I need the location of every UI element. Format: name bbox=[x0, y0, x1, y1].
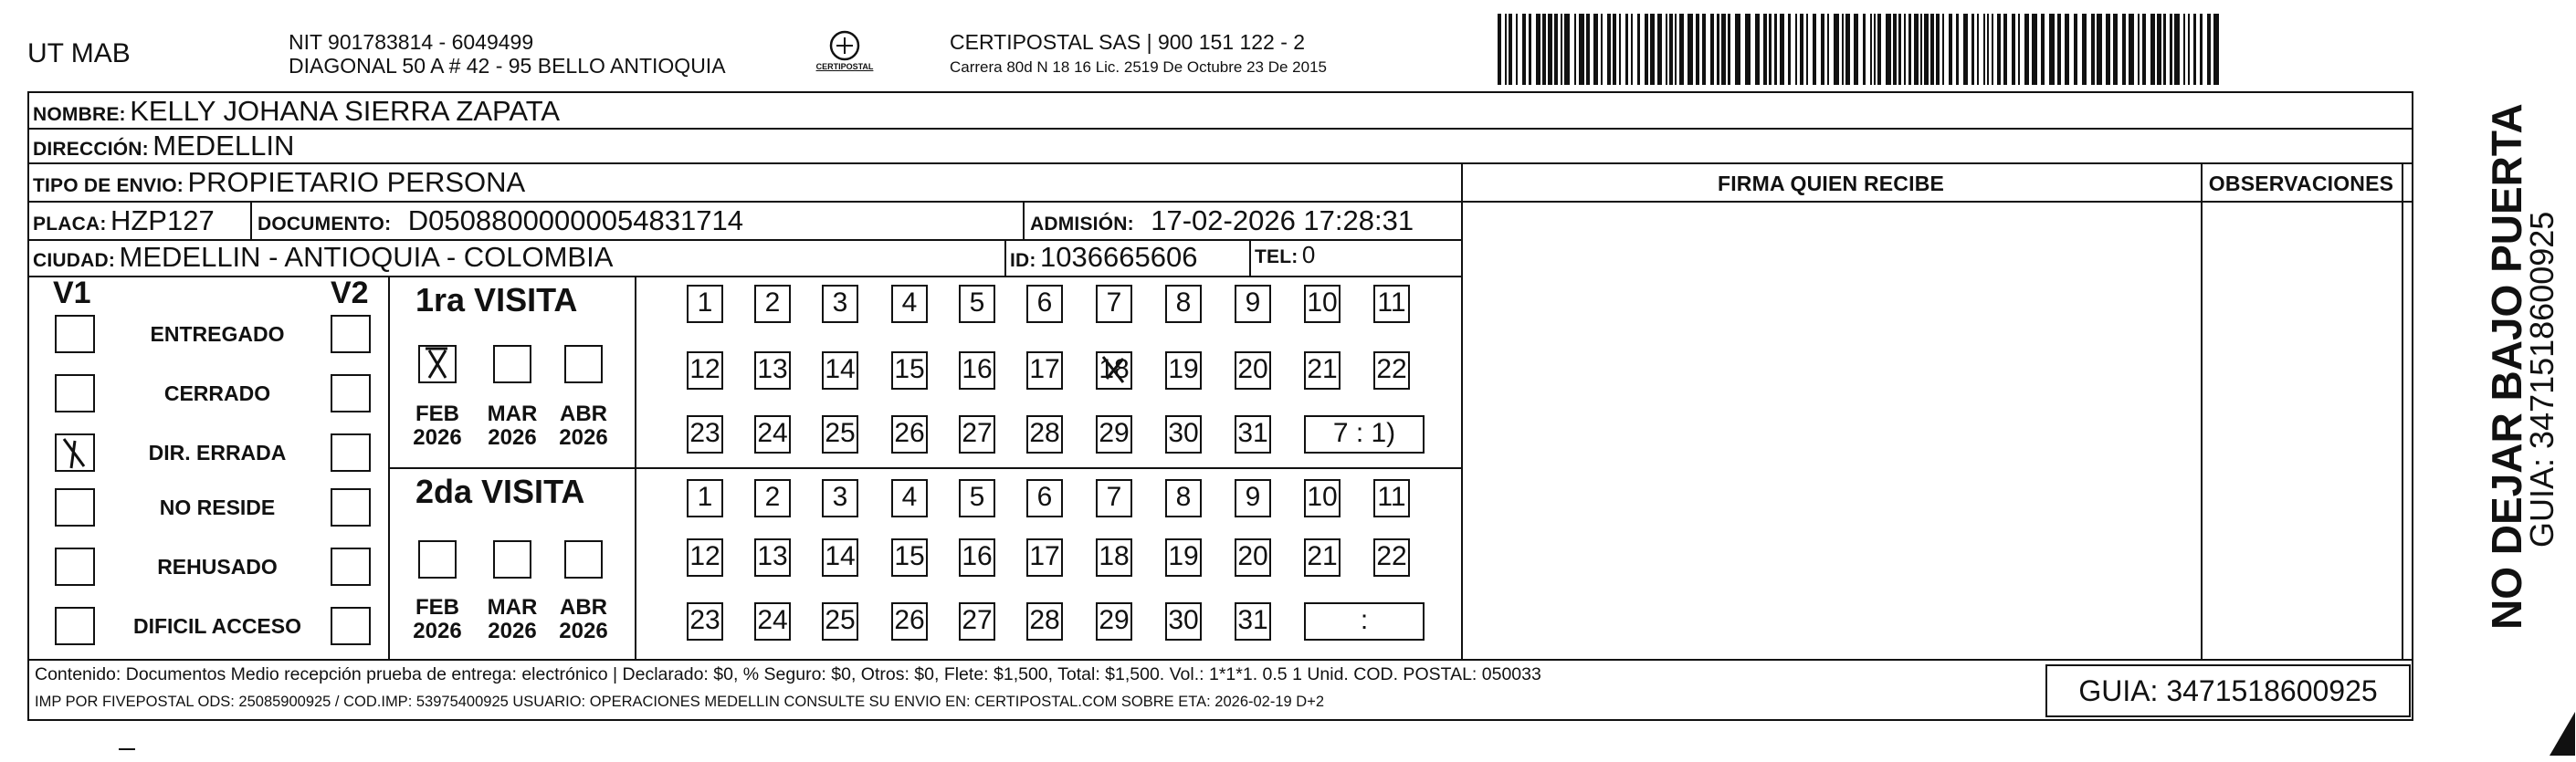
barcode-bar bbox=[2150, 14, 2155, 85]
corner-fold bbox=[2548, 712, 2575, 757]
day-box[interactable]: 29 bbox=[1096, 602, 1132, 641]
day-box[interactable]: 9 bbox=[1235, 479, 1271, 517]
barcode-bar bbox=[1863, 14, 1866, 85]
day-box[interactable]: 7 bbox=[1096, 285, 1132, 323]
ciudad-label: CIUDAD: bbox=[33, 250, 116, 271]
footer-line1: Contenido: Documentos Medio recepción prueba de entrega: electrónico | Declarado: $0, % Seguro: $0, Otros: $0, Flete: $1,500, Total: $1,500. Vol.: 1*1*1. 0.5 1 Unid. COD. POSTAL: 050033 bbox=[35, 664, 1541, 684]
id-label: ID: bbox=[1010, 250, 1036, 271]
direccion-value: MEDELLIN bbox=[152, 130, 295, 162]
day-box[interactable]: 31 bbox=[1235, 602, 1271, 641]
barcode-bar bbox=[1669, 14, 1673, 85]
ciudad-field bbox=[33, 241, 613, 274]
day-mark bbox=[1096, 351, 1132, 390]
barcode-bar bbox=[1574, 14, 1576, 85]
barcode-bar bbox=[1679, 14, 1684, 85]
barcode-bar bbox=[1914, 14, 1919, 85]
day-box[interactable]: 15 bbox=[891, 538, 928, 577]
barcode-bar bbox=[2049, 14, 2055, 85]
barcode-bar bbox=[1536, 14, 1540, 85]
barcode-bar bbox=[2138, 14, 2140, 85]
barcode-bar bbox=[1763, 14, 1767, 85]
v1-checkbox[interactable] bbox=[55, 488, 95, 527]
barcode-bar bbox=[2074, 14, 2077, 85]
day-box[interactable]: 1 bbox=[687, 285, 723, 323]
barcode-bar bbox=[2174, 14, 2180, 85]
month-checkbox[interactable] bbox=[418, 540, 457, 579]
v1-checkbox[interactable] bbox=[55, 374, 95, 412]
time-box[interactable]: : bbox=[1304, 602, 1425, 641]
barcode-bar bbox=[1505, 14, 1507, 85]
barcode-bar bbox=[1904, 14, 1906, 85]
barcode-bar bbox=[1625, 14, 1628, 85]
day-box[interactable]: 4 bbox=[891, 285, 928, 323]
barcode-bar bbox=[2012, 14, 2015, 85]
barcode-bar bbox=[1745, 14, 1751, 85]
barcode-bar bbox=[2057, 14, 2061, 85]
day-box[interactable]: 1 bbox=[687, 479, 723, 517]
company-name: UT MAB bbox=[27, 38, 131, 68]
barcode-bar bbox=[2157, 14, 2161, 85]
month-checkbox[interactable] bbox=[564, 345, 603, 383]
barcode-bar bbox=[1956, 14, 1959, 85]
day-box[interactable]: 25 bbox=[822, 602, 858, 641]
barcode-bar bbox=[2097, 14, 2102, 85]
barcode-bar bbox=[1834, 14, 1839, 85]
barcode-bar bbox=[1942, 14, 1944, 85]
barcode-bar bbox=[2065, 14, 2069, 85]
carrier-license: Carrera 80d N 18 16 Lic. 2519 De Octubre 23 De 2015 bbox=[950, 58, 1327, 76]
day-box[interactable]: 24 bbox=[754, 602, 791, 641]
barcode-bar bbox=[1579, 14, 1584, 85]
barcode-bar bbox=[1788, 14, 1791, 85]
footer-line2: IMP POR FIVEPOSTAL ODS: 25085900925 / COD.IMP: 53975400925 USUARIO: OPERACIONES MEDELLIN CONSULTE SU ENVIO EN: CERTIPOSTAL.COM SOBRE ETA: 2026-02-19 D+2 bbox=[35, 694, 1325, 710]
v1-checkbox[interactable] bbox=[55, 433, 95, 472]
barcode-bar bbox=[1769, 14, 1772, 85]
status-label: REHUSADO bbox=[157, 555, 278, 579]
day-box[interactable]: 28 bbox=[1026, 602, 1063, 641]
barcode-bar bbox=[1949, 14, 1952, 85]
barcode-bar bbox=[1997, 14, 2001, 85]
v2-checkbox[interactable] bbox=[331, 607, 371, 645]
status-label: DIFICIL ACCESO bbox=[132, 614, 301, 638]
day-box[interactable]: 15 bbox=[891, 351, 928, 390]
status-label: NO RESIDE bbox=[159, 496, 276, 519]
barcode-bar bbox=[1827, 14, 1829, 85]
month-year: 2026 bbox=[488, 425, 537, 450]
barcode-bar bbox=[1657, 14, 1662, 85]
day-box[interactable]: 3 bbox=[822, 479, 858, 517]
placa-field bbox=[33, 204, 215, 237]
barcode-bar bbox=[2183, 14, 2185, 85]
barcode-bar bbox=[2018, 14, 2020, 85]
barcode-bar bbox=[1800, 14, 1803, 85]
v1-checkbox[interactable] bbox=[55, 315, 95, 353]
status-label: CERRADO bbox=[163, 381, 271, 405]
barcode-bar bbox=[1874, 14, 1876, 85]
barcode-bar bbox=[1845, 14, 1850, 85]
barcode-bar bbox=[2032, 14, 2037, 85]
tel-label: TEL: bbox=[1255, 246, 1299, 267]
barcode-bar bbox=[1774, 14, 1777, 85]
status-label: ENTREGADO bbox=[150, 322, 285, 346]
nombre-label: NOMBRE: bbox=[33, 104, 126, 125]
barcode-bar bbox=[1702, 14, 1706, 85]
barcode-bar bbox=[1601, 14, 1603, 85]
barcode-bar bbox=[2163, 14, 2166, 85]
v1-checkbox[interactable] bbox=[55, 607, 95, 645]
side-panel bbox=[2413, 91, 2560, 639]
month-year: 2026 bbox=[559, 619, 608, 643]
barcode-bar bbox=[2129, 14, 2134, 85]
day-box[interactable]: 2 bbox=[754, 479, 791, 517]
direccion-label: DIRECCIÓN: bbox=[33, 139, 149, 160]
barcode-bar bbox=[2091, 14, 2095, 85]
day-box[interactable]: 13 bbox=[754, 351, 791, 390]
barcode-bar bbox=[1936, 14, 1940, 85]
day-box[interactable]: 2 bbox=[754, 285, 791, 323]
barcode-bar bbox=[1728, 14, 1730, 85]
carrier-name: CERTIPOSTAL SAS | 900 151 122 - 2 bbox=[950, 30, 1306, 54]
day-box[interactable]: 21 bbox=[1304, 351, 1341, 390]
barcode-bar bbox=[2003, 14, 2007, 85]
barcode-bar bbox=[1631, 14, 1633, 85]
v1-label: V1 bbox=[53, 276, 91, 310]
barcode-bar bbox=[1675, 14, 1677, 85]
admision-field bbox=[1030, 204, 1414, 237]
day-box[interactable]: 14 bbox=[822, 351, 858, 390]
barcode-bar bbox=[1498, 14, 1501, 85]
day-box[interactable]: 7 bbox=[1096, 479, 1132, 517]
barcode-bar bbox=[1735, 14, 1740, 85]
admision-value: 17-02-2026 17:28:31 bbox=[1151, 204, 1414, 236]
day-box[interactable]: 30 bbox=[1165, 602, 1202, 641]
day-box[interactable]: 5 bbox=[959, 479, 995, 517]
barcode-bar bbox=[1509, 14, 1512, 85]
barcode-bar bbox=[1755, 14, 1760, 85]
barcode-bar bbox=[2082, 14, 2087, 85]
documento-label: DOCUMENTO: bbox=[258, 214, 392, 235]
day-box[interactable]: 27 bbox=[959, 415, 995, 454]
barcode-bar bbox=[1821, 14, 1824, 85]
day-box[interactable]: 12 bbox=[687, 351, 723, 390]
barcode-bar bbox=[1717, 14, 1719, 85]
month-year: 2026 bbox=[413, 425, 462, 450]
day-box[interactable]: 16 bbox=[959, 538, 995, 577]
barcode-bar bbox=[2200, 14, 2203, 85]
day-box[interactable]: 22 bbox=[1373, 538, 1410, 577]
barcode-bar bbox=[1564, 14, 1570, 85]
barcode-bar bbox=[2170, 14, 2172, 85]
firma-header: FIRMA QUIEN RECIBE bbox=[1717, 172, 1945, 195]
barcode-bar bbox=[2122, 14, 2126, 85]
barcode-bar bbox=[1795, 14, 1797, 85]
barcode-bar bbox=[1522, 14, 1526, 85]
time-box[interactable]: 7 : 1) bbox=[1304, 415, 1425, 454]
month-checkbox[interactable] bbox=[493, 540, 531, 579]
barcode-bar bbox=[1650, 14, 1655, 85]
documento-field bbox=[258, 204, 743, 237]
id-field bbox=[1010, 241, 1197, 274]
month-checkbox[interactable] bbox=[418, 345, 457, 383]
day-box[interactable]: 3 bbox=[822, 285, 858, 323]
v2-checkbox[interactable] bbox=[331, 374, 371, 412]
barcode-bar bbox=[1516, 14, 1518, 85]
month-checkbox[interactable] bbox=[564, 540, 603, 579]
barcode-bar bbox=[1886, 14, 1891, 85]
logo-text: CERTIPOSTAL bbox=[815, 62, 874, 71]
direccion-row bbox=[33, 130, 294, 162]
barcode-bar bbox=[2193, 14, 2196, 85]
side-guia: GUIA: 3471518600925 bbox=[2523, 211, 2560, 548]
barcode-bar bbox=[1870, 14, 1872, 85]
status-label: DIR. ERRADA bbox=[148, 441, 287, 465]
barcode-bar bbox=[1930, 14, 1934, 85]
barcode-bar bbox=[1806, 14, 1808, 85]
barcode bbox=[1498, 14, 2228, 87]
barcode-bar bbox=[2142, 14, 2146, 85]
barcode-bar bbox=[1963, 14, 1968, 85]
barcode-bar bbox=[1586, 14, 1590, 85]
barcode-bar bbox=[2207, 14, 2211, 85]
barcode-bar bbox=[1710, 14, 1714, 85]
footer-guia: GUIA: 3471518600925 bbox=[2045, 664, 2411, 717]
v2-checkbox[interactable] bbox=[331, 488, 371, 527]
day-box[interactable]: 29 bbox=[1096, 415, 1132, 454]
tipo-label: TIPO DE ENVIO: bbox=[33, 175, 184, 196]
month-label: ABR bbox=[560, 595, 607, 620]
barcode-bar bbox=[1854, 14, 1858, 85]
barcode-bar bbox=[1696, 14, 1699, 85]
day-box[interactable]: 6 bbox=[1026, 285, 1063, 323]
day-box[interactable]: 21 bbox=[1304, 538, 1341, 577]
barcode-bar bbox=[1893, 14, 1897, 85]
barcode-bar bbox=[1613, 14, 1616, 85]
visit-title: 2da VISITA bbox=[415, 473, 585, 510]
visit-title: 1ra VISITA bbox=[415, 281, 578, 318]
day-box[interactable]: 10 bbox=[1304, 479, 1341, 517]
day-box[interactable]: 12 bbox=[687, 538, 723, 577]
tipo-row bbox=[33, 166, 525, 199]
day-box[interactable]: 26 bbox=[891, 415, 928, 454]
observaciones-header: OBSERVACIONES bbox=[2208, 172, 2394, 195]
barcode-bar bbox=[1721, 14, 1726, 85]
nombre-row bbox=[33, 95, 560, 128]
month-label: MAR bbox=[487, 402, 538, 426]
day-box[interactable]: 4 bbox=[891, 479, 928, 517]
stray-mark bbox=[119, 748, 135, 750]
day-box[interactable]: 5 bbox=[959, 285, 995, 323]
company-address: DIAGONAL 50 A # 42 - 95 BELLO ANTIOQUIA bbox=[289, 54, 726, 78]
day-box[interactable]: 18 bbox=[1096, 351, 1132, 390]
documento-value: D05088000000054831714 bbox=[407, 204, 743, 236]
barcode-bar bbox=[1645, 14, 1648, 85]
barcode-bar bbox=[2113, 14, 2118, 85]
barcode-bar bbox=[1898, 14, 1901, 85]
day-box[interactable]: 20 bbox=[1235, 351, 1271, 390]
side-title: NO DEJAR BAJO PUERTA bbox=[2483, 103, 2530, 630]
carrier-logo bbox=[813, 27, 877, 78]
day-box[interactable]: 28 bbox=[1026, 415, 1063, 454]
day-box[interactable]: 9 bbox=[1235, 285, 1271, 323]
barcode-bar bbox=[1688, 14, 1693, 85]
id-value: 1036665606 bbox=[1040, 241, 1198, 273]
day-box[interactable]: 16 bbox=[959, 351, 995, 390]
barcode-bar bbox=[2213, 14, 2219, 85]
day-box[interactable]: 25 bbox=[822, 415, 858, 454]
day-box[interactable]: 13 bbox=[754, 538, 791, 577]
barcode-bar bbox=[2106, 14, 2110, 85]
tipo-value: PROPIETARIO PERSONA bbox=[187, 166, 526, 198]
barcode-bar bbox=[2041, 14, 2045, 85]
day-box[interactable]: 27 bbox=[959, 602, 995, 641]
day-box[interactable]: 20 bbox=[1235, 538, 1271, 577]
day-box[interactable]: 11 bbox=[1373, 479, 1410, 517]
barcode-bar bbox=[2024, 14, 2029, 85]
day-box[interactable]: 8 bbox=[1165, 285, 1202, 323]
barcode-bar bbox=[1637, 14, 1640, 85]
month-year: 2026 bbox=[559, 425, 608, 450]
month-label: MAR bbox=[487, 595, 538, 620]
barcode-bar bbox=[1842, 14, 1844, 85]
barcode-bar bbox=[1593, 14, 1598, 85]
barcode-bar bbox=[1971, 14, 1974, 85]
barcode-bar bbox=[2188, 14, 2190, 85]
month-label: FEB bbox=[415, 402, 459, 426]
barcode-bar bbox=[1920, 14, 1922, 85]
day-box[interactable]: 10 bbox=[1304, 285, 1341, 323]
barcode-bar bbox=[1554, 14, 1558, 85]
placa-value: HZP127 bbox=[110, 204, 215, 236]
barcode-bar bbox=[1619, 14, 1621, 85]
month-label: ABR bbox=[560, 402, 607, 426]
barcode-bar bbox=[1992, 14, 1993, 85]
v1-checkbox[interactable] bbox=[55, 548, 95, 586]
barcode-bar bbox=[1908, 14, 1911, 85]
day-box[interactable]: 24 bbox=[754, 415, 791, 454]
day-box[interactable]: 17 bbox=[1026, 538, 1063, 577]
barcode-bar bbox=[1983, 14, 1985, 85]
tel-field bbox=[1255, 241, 1315, 269]
day-box[interactable]: 23 bbox=[687, 602, 723, 641]
day-box[interactable]: 6 bbox=[1026, 479, 1063, 517]
day-box[interactable]: 30 bbox=[1165, 415, 1202, 454]
tel-value: 0 bbox=[1301, 241, 1316, 268]
day-box[interactable]: 18 bbox=[1096, 538, 1132, 577]
day-box[interactable]: 11 bbox=[1373, 285, 1410, 323]
day-box[interactable]: 23 bbox=[687, 415, 723, 454]
day-box[interactable]: 19 bbox=[1165, 351, 1202, 390]
day-box[interactable]: 31 bbox=[1235, 415, 1271, 454]
barcode-bar bbox=[1548, 14, 1552, 85]
day-box[interactable]: 8 bbox=[1165, 479, 1202, 517]
day-box[interactable]: 17 bbox=[1026, 351, 1063, 390]
v2-checkbox[interactable] bbox=[331, 548, 371, 586]
barcode-bar bbox=[1529, 14, 1531, 85]
v2-checkbox[interactable] bbox=[331, 433, 371, 472]
barcode-bar bbox=[1542, 14, 1546, 85]
day-box[interactable]: 19 bbox=[1165, 538, 1202, 577]
barcode-bar bbox=[1977, 14, 1979, 85]
barcode-bar bbox=[1877, 14, 1881, 85]
barcode-bar bbox=[1561, 14, 1562, 85]
barcode-bar bbox=[1780, 14, 1784, 85]
v2-label: V2 bbox=[331, 276, 369, 310]
ciudad-value: MEDELLIN - ANTIOQUIA - COLOMBIA bbox=[119, 241, 614, 273]
barcode-bar bbox=[1987, 14, 1989, 85]
barcode-bar bbox=[1813, 14, 1816, 85]
day-box[interactable]: 26 bbox=[891, 602, 928, 641]
month-checkbox[interactable] bbox=[493, 345, 531, 383]
month-year: 2026 bbox=[413, 619, 462, 643]
month-year: 2026 bbox=[488, 619, 537, 643]
barcode-bar bbox=[1666, 14, 1667, 85]
barcode-bar bbox=[1607, 14, 1611, 85]
placa-label: PLACA: bbox=[33, 214, 107, 235]
admision-label: ADMISIÓN: bbox=[1030, 214, 1134, 235]
barcode-bar bbox=[1924, 14, 1929, 85]
company-nit: NIT 901783814 - 6049499 bbox=[289, 30, 534, 54]
day-box[interactable]: 14 bbox=[822, 538, 858, 577]
month-label: FEB bbox=[415, 595, 459, 620]
nombre-value: KELLY JOHANA SIERRA ZAPATA bbox=[130, 95, 561, 127]
day-box[interactable]: 22 bbox=[1373, 351, 1410, 390]
v2-checkbox[interactable] bbox=[331, 315, 371, 353]
